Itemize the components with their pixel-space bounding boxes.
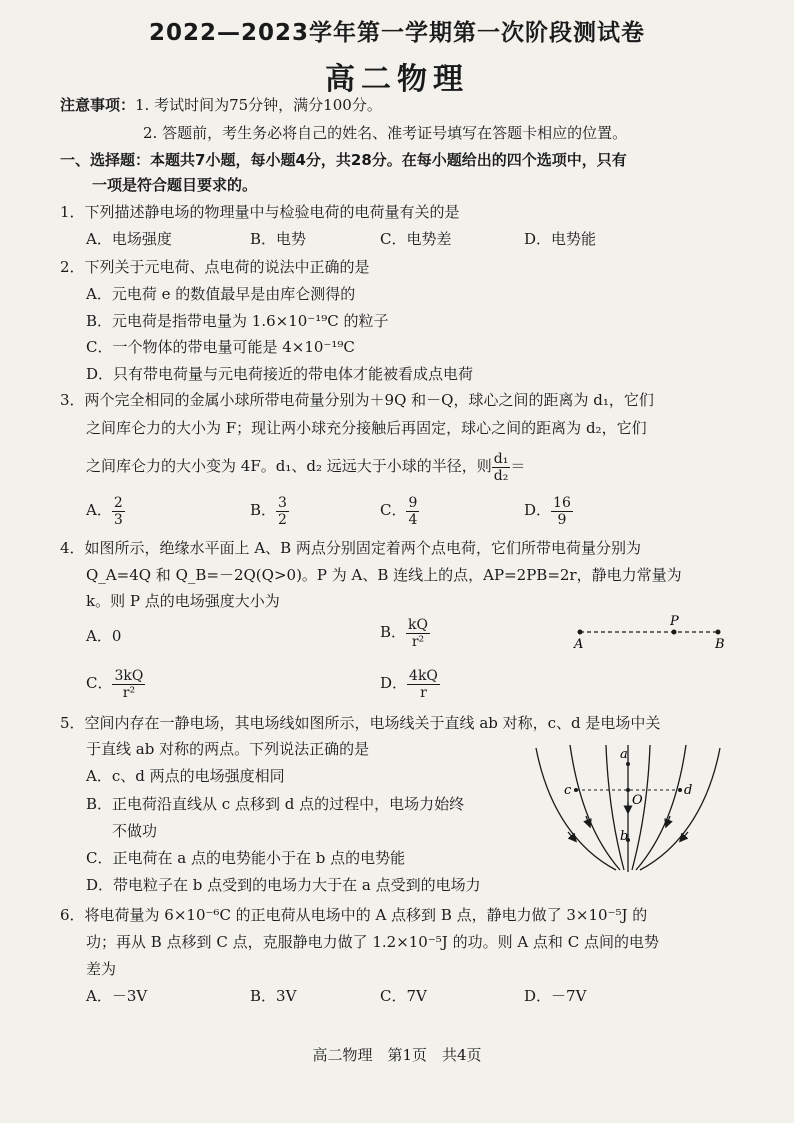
option-d-fraction	[551, 495, 573, 528]
question-2-option-a: A．元电荷 e 的数值最早是由库仑测得的	[86, 285, 356, 303]
question-5-figure	[528, 740, 728, 880]
q4-option-b-denominator: r²	[411, 633, 425, 650]
option-d-denominator: 9	[557, 511, 567, 528]
option-c-denominator: 4	[408, 511, 418, 528]
question-1-option-b: B．电势	[250, 230, 307, 248]
point-a-dot	[626, 762, 630, 766]
q4-option-b-numerator: kQ	[408, 616, 428, 633]
question-4-option-c	[86, 665, 145, 701]
option-b-denominator: 2	[278, 511, 287, 528]
question-3-option-c	[380, 492, 419, 528]
option-c-label: C．	[380, 501, 407, 519]
question-5-option-a: A．c、d 两点的电场强度相同	[86, 767, 285, 785]
question-4-option-a: A．0	[86, 627, 122, 645]
question-5-stem-1: 5．空间内存在一静电场，其电场线如图所示，电场线关于直线 ab 对称，c、d 是电场中关	[60, 714, 661, 732]
point-o-dot	[626, 788, 630, 792]
question-6-stem-3: 差为	[86, 960, 117, 978]
question-6-stem-2: 功；再从 B 点移到 C 点，克服静电力做了 1.2×10⁻⁵J 的功。则 A 点和 C 点间的电势	[86, 933, 659, 951]
question-5-option-b: B．正电荷沿直线从 c 点移到 d 点的过程中，电场力始终	[86, 795, 465, 813]
option-b-numerator: 3	[278, 494, 287, 511]
question-1-stem: 1．下列描述静电场的物理量中与检验电荷的电荷量有关的是	[60, 203, 460, 221]
option-c-numerator: 9	[408, 494, 418, 511]
question-5-stem-2: 于直线 ab 对称的两点。下列说法正确的是	[86, 740, 370, 758]
field-line-left-mid	[570, 745, 620, 870]
option-a-numerator: 2	[113, 494, 123, 511]
ratio-numerator: d₁	[493, 450, 509, 467]
notes-item-1: 1. 考试时间为75分钟，满分100分。	[135, 96, 382, 114]
label-o: O	[632, 793, 643, 808]
point-p-dot	[672, 630, 677, 635]
question-3-option-a	[86, 492, 125, 528]
section-1-heading: 一、选择题：本题共7小题，每小题4分，共28分。在每小题给出的四个选项中，只有	[60, 151, 627, 169]
question-6-stem-1: 6．将电荷量为 6×10⁻⁶C 的正电荷从电场中的 A 点移到 B 点，静电力做了 3×10⁻⁵J 的	[60, 906, 648, 924]
question-6-option-d: D．－7V	[524, 987, 587, 1005]
question-3-stem-3-text: 之间库仑力的大小变为 4F。d₁、d₂ 远远大于小球的半径，则	[86, 457, 492, 475]
question-3-option-d	[524, 492, 573, 528]
question-4-figure	[570, 612, 730, 652]
option-c-fraction	[406, 495, 419, 528]
section-1-heading-cont: 一项是符合题目要求的。	[92, 176, 258, 194]
label-a: A	[574, 637, 584, 652]
exam-title: 2022—2023学年第一学期第一次阶段测试卷	[148, 20, 646, 46]
option-b-label: B．	[250, 501, 277, 519]
field-line-left-outer	[536, 748, 616, 870]
question-2-option-b: B．元电荷是指带电量为 1.6×10⁻¹⁹C 的粒子	[86, 312, 389, 330]
question-4-stem-1: 4．如图所示，绝缘水平面上 A、B 两点分别固定着两个点电荷，它们所带电荷量分别为	[60, 539, 641, 557]
question-3-stem-3	[86, 448, 525, 484]
question-4-option-b	[380, 614, 430, 650]
label-b: B	[715, 637, 725, 652]
question-6-option-b: B．3V	[250, 987, 297, 1005]
label-b: b	[620, 829, 629, 844]
field-line-right-mid	[636, 745, 686, 870]
label-a: a	[620, 747, 628, 762]
option-b-fraction	[276, 495, 289, 528]
q4-option-c-fraction	[112, 668, 145, 701]
q4-option-d-label: D．	[380, 674, 408, 692]
point-b-dot	[716, 630, 721, 635]
q4-option-d-denominator: r	[420, 684, 427, 701]
point-c-dot	[574, 788, 578, 792]
label-c: c	[564, 783, 572, 798]
question-3-ratio	[492, 451, 511, 484]
notes-label: 注意事项：	[60, 96, 136, 114]
ratio-denominator: d₂	[493, 467, 509, 484]
q4-option-d-fraction	[407, 668, 440, 701]
question-4-stem-2: Q_A=4Q 和 Q_B=－2Q(Q>0)。P 为 A、B 连线上的点，AP=2PB=2r，静电力常量为	[86, 566, 682, 584]
question-3-stem-2: 之间库仑力的大小为 F；现让两小球充分接触后再固定，球心之间的距离为 d₂，它们	[86, 419, 647, 437]
label-d: d	[684, 783, 693, 798]
question-5-option-b-cont: 不做功	[112, 822, 158, 840]
q4-option-c-denominator: r²	[122, 684, 136, 701]
subject-title: 高二物理	[325, 62, 469, 97]
question-5-option-d: D．带电粒子在 b 点受到的电场力大于在 a 点受到的电场力	[86, 876, 481, 894]
option-a-fraction	[112, 495, 125, 528]
option-a-label: A．	[86, 501, 112, 519]
page-footer: 高二物理 第1页 共4页	[312, 1046, 482, 1064]
point-d-dot	[678, 788, 682, 792]
question-2-option-d: D．只有带电荷量与元电荷接近的带电体才能被看成点电荷	[86, 365, 474, 383]
question-4-stem-3: k。则 P 点的电场强度大小为	[86, 592, 280, 610]
q4-option-b-label: B．	[380, 623, 407, 641]
question-4-option-d	[380, 665, 440, 701]
question-3-stem-1: 3．两个完全相同的金属小球所带电荷量分别为＋9Q 和－Q，球心之间的距离为 d₁，它们	[60, 391, 654, 409]
notes-line-1	[60, 95, 382, 115]
field-line-right-outer	[640, 748, 720, 870]
option-a-denominator: 3	[113, 511, 123, 528]
q4-option-c-numerator: 3kQ	[114, 667, 144, 684]
point-a-dot	[578, 630, 583, 635]
notes-item-2: 2. 答题前，考生务必将自己的姓名、准考证号填写在答题卡相应的位置。	[143, 124, 628, 142]
q4-option-b-fraction	[406, 617, 430, 650]
label-p: P	[670, 614, 679, 629]
question-1-option-a: A．电场强度	[86, 230, 172, 248]
option-d-numerator: 16	[553, 494, 571, 511]
question-2-option-c: C．一个物体的带电量可能是 4×10⁻¹⁹C	[86, 338, 355, 356]
question-1-option-d: D．电势能	[524, 230, 597, 248]
field-line-left-inner	[606, 745, 624, 870]
question-3-option-b	[250, 492, 289, 528]
option-d-label: D．	[524, 501, 552, 519]
question-6-option-c: C．7V	[380, 987, 427, 1005]
ratio-equals: ＝	[510, 457, 526, 475]
question-2-stem: 2．下列关于元电荷、点电荷的说法中正确的是	[60, 258, 370, 276]
q4-option-d-numerator: 4kQ	[409, 667, 438, 684]
question-6-option-a: A．－3V	[86, 987, 148, 1005]
question-1-option-c: C．电势差	[380, 230, 452, 248]
q4-option-c-label: C．	[86, 674, 113, 692]
question-5-option-c: C．正电荷在 a 点的电势能小于在 b 点的电势能	[86, 849, 406, 867]
